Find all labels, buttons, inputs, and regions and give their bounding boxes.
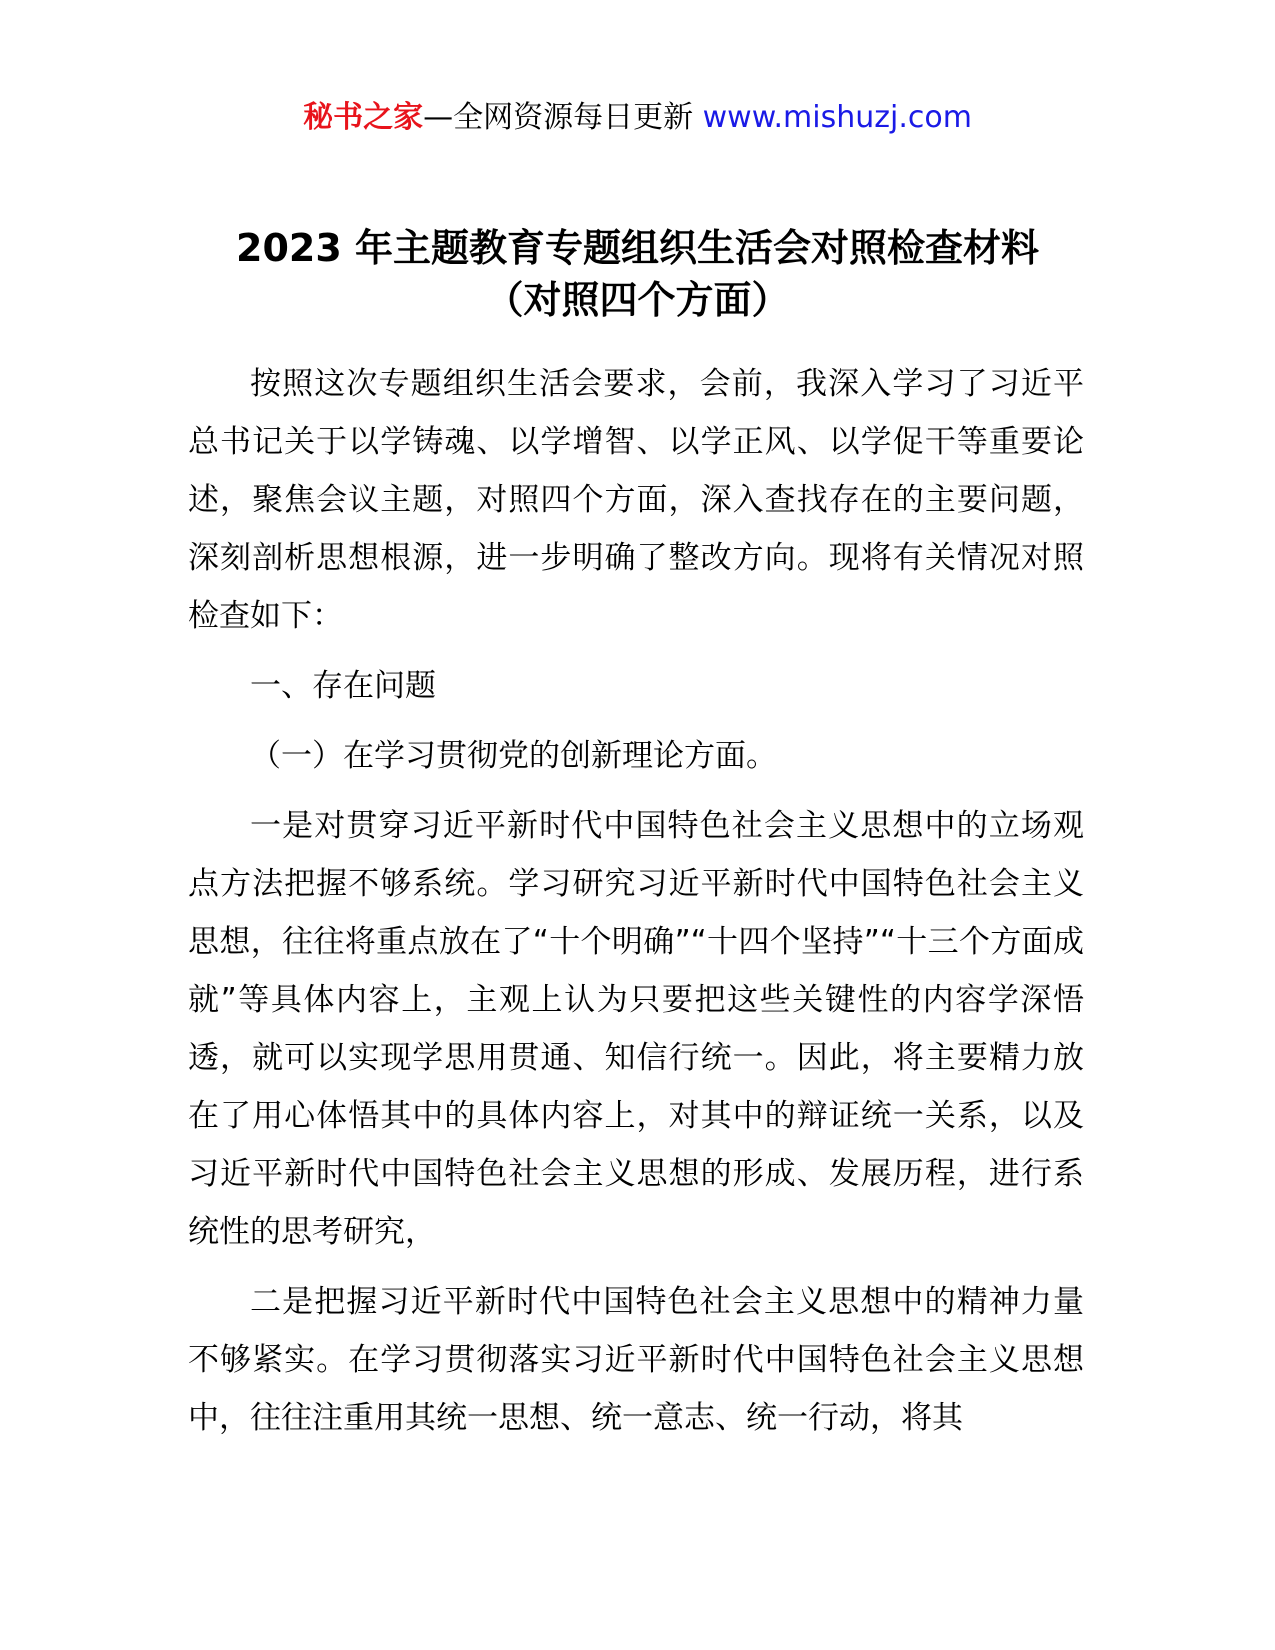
paragraph-point-one: 一是对贯穿习近平新时代中国特色社会主义思想中的立场观点方法把握不够系统。学习研究习近平新时代中国特色社会主义思想，往往将重点放在了“十个明确”“十四个坚持”“十三个方面成就”等具体内容上，主观上认为只要把这些关键性的内容学深悟透，就可以实现学思用贯通、知信行统一。因此，将主要精力放在了用心体悟其中的具体内容上，对其中的辩证统一关系，以及习近平新时代中国特色社会主义思想的形成、发展历程，进行系统性的思考研究，	[188, 808, 1084, 1250]
intro-paragraph: 按照这次专题组织生活会要求，会前，我深入学习了习近平总书记关于以学铸魂、以学增智、以学正风、以学促干等重要论述，聚焦会议主题，对照四个方面，深入查找存在的主要问题，深刻剖析思想根源，进一步明确了整改方向。现将有关情况对照检查如下：	[188, 366, 1084, 634]
site-header-banner	[0, 98, 1275, 138]
document-body	[188, 355, 1084, 1459]
title-line-2: （对照四个方面）	[485, 278, 790, 322]
document-title	[0, 222, 1275, 326]
site-brand: 秘书之家	[303, 100, 424, 135]
subsection-heading-theory: （一）在学习贯彻党的创新理论方面。	[250, 738, 777, 774]
section-heading-problems: 一、存在问题	[250, 668, 436, 704]
paragraph-point-two: 二是把握习近平新时代中国特色社会主义思想中的精神力量不够紧实。在学习贯彻落实习近平新时代中国特色社会主义思想中，往往注重用其统一思想、统一意志、统一行动，将其	[188, 1284, 1084, 1436]
site-url-link[interactable]: www.mishuzj.com	[702, 100, 972, 135]
title-line-1: 2023 年主题教育专题组织生活会对照检查材料	[236, 226, 1039, 270]
site-tagline: —全网资源每日更新	[423, 100, 694, 135]
